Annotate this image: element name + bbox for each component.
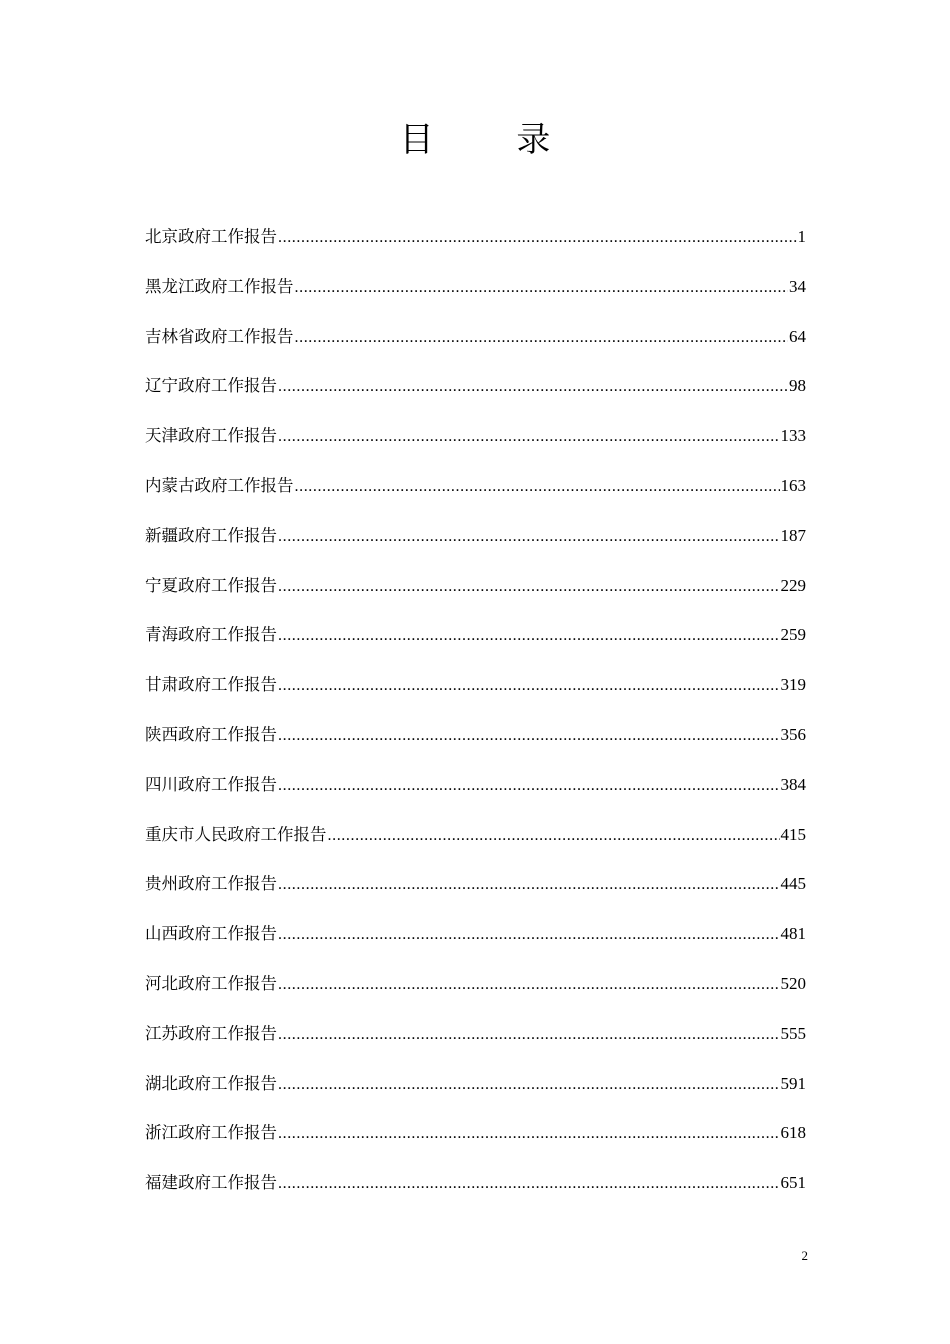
toc-entry-page: 481 [780, 924, 806, 944]
toc-entry-page: 133 [780, 426, 806, 446]
toc-entry-label: 北京政府工作报告 [145, 227, 277, 246]
toc-entry-page: 520 [780, 973, 806, 993]
toc-entry-label: 内蒙古政府工作报告 [145, 475, 294, 495]
toc-entry-label: 浙江政府工作报告 [145, 1123, 277, 1143]
toc-entry-page: 384 [780, 774, 806, 794]
toc-entry[interactable] [145, 772, 806, 822]
toc-entry[interactable] [145, 1170, 806, 1220]
toc-entry-page: 651 [780, 1173, 806, 1193]
toc-dot-leader [278, 1171, 780, 1197]
toc-dot-leader [295, 275, 789, 301]
table-of-contents [145, 224, 806, 1220]
toc-dot-leader [278, 922, 780, 948]
toc-entry-page: 64 [789, 326, 806, 346]
toc-entry-label: 贵州政府工作报告 [145, 874, 277, 894]
toc-entry-page: 591 [780, 1073, 806, 1093]
toc-entry-label: 吉林省政府工作报告 [145, 326, 294, 346]
toc-entry[interactable] [145, 473, 806, 523]
toc-entry[interactable] [145, 1021, 806, 1071]
toc-entry-label: 福建政府工作报告 [145, 1173, 277, 1193]
toc-entry-page: 229 [780, 575, 806, 595]
toc-entry-page: 319 [780, 675, 806, 695]
toc-entry-label: 四川政府工作报告 [145, 774, 277, 794]
toc-entry[interactable] [145, 622, 806, 672]
page-number: 2 [801, 1248, 808, 1263]
toc-dot-leader [278, 524, 780, 550]
toc-entry-label: 辽宁政府工作报告 [145, 376, 277, 396]
toc-entry[interactable] [145, 1071, 806, 1121]
toc-entry[interactable] [145, 523, 806, 573]
toc-dot-leader [278, 773, 780, 799]
toc-dot-leader [278, 972, 780, 998]
toc-entry-page: 555 [780, 1023, 806, 1043]
toc-entry[interactable] [145, 423, 806, 473]
toc-entry[interactable] [145, 672, 806, 722]
toc-dot-leader [278, 574, 780, 600]
toc-entry[interactable] [145, 1120, 806, 1170]
toc-dot-leader [278, 872, 780, 898]
toc-dot-leader [278, 1072, 780, 1098]
toc-entry-label: 天津政府工作报告 [145, 426, 277, 446]
toc-dot-leader [328, 823, 780, 849]
toc-entry[interactable] [145, 971, 806, 1021]
toc-entry-page: 1 [797, 227, 806, 246]
toc-entry[interactable] [145, 871, 806, 921]
toc-dot-leader [278, 1121, 780, 1147]
toc-dot-leader [295, 474, 780, 500]
toc-entry-page: 163 [780, 475, 806, 495]
toc-entry-page: 259 [780, 625, 806, 645]
toc-entry-label: 黑龙江政府工作报告 [145, 276, 294, 296]
toc-entry-page: 34 [789, 276, 806, 296]
toc-entry-label: 重庆市人民政府工作报告 [145, 824, 327, 844]
toc-dot-leader [278, 1022, 780, 1048]
toc-entry[interactable] [145, 373, 806, 423]
toc-entry-label: 山西政府工作报告 [145, 924, 277, 944]
toc-dot-leader [278, 673, 780, 699]
toc-entry-label: 甘肃政府工作报告 [145, 675, 277, 695]
toc-entry-page: 356 [780, 724, 806, 744]
toc-entry-label: 青海政府工作报告 [145, 625, 277, 645]
toc-entry-label: 陕西政府工作报告 [145, 724, 277, 744]
toc-entry-page: 618 [780, 1123, 806, 1143]
toc-entry[interactable] [145, 224, 806, 274]
toc-entry-page: 415 [780, 824, 806, 844]
page-title: 目 录 [399, 120, 587, 160]
toc-entry-label: 江苏政府工作报告 [145, 1023, 277, 1043]
toc-dot-leader [278, 723, 780, 749]
toc-entry[interactable] [145, 573, 806, 623]
toc-entry[interactable] [145, 274, 806, 324]
toc-entry[interactable] [145, 921, 806, 971]
toc-entry[interactable] [145, 722, 806, 772]
toc-entry[interactable] [145, 324, 806, 374]
toc-entry-page: 98 [789, 376, 806, 396]
toc-entry-label: 新疆政府工作报告 [145, 525, 277, 545]
toc-entry[interactable] [145, 822, 806, 872]
toc-dot-leader [295, 325, 789, 351]
toc-entry-label: 湖北政府工作报告 [145, 1073, 277, 1093]
toc-entry-page: 445 [780, 874, 806, 894]
toc-dot-leader [278, 623, 780, 649]
toc-dot-leader [278, 225, 797, 251]
toc-entry-label: 宁夏政府工作报告 [145, 575, 277, 595]
toc-dot-leader [278, 424, 780, 450]
toc-entry-label: 河北政府工作报告 [145, 973, 277, 993]
toc-entry-page: 187 [780, 525, 806, 545]
toc-dot-leader [278, 374, 788, 400]
